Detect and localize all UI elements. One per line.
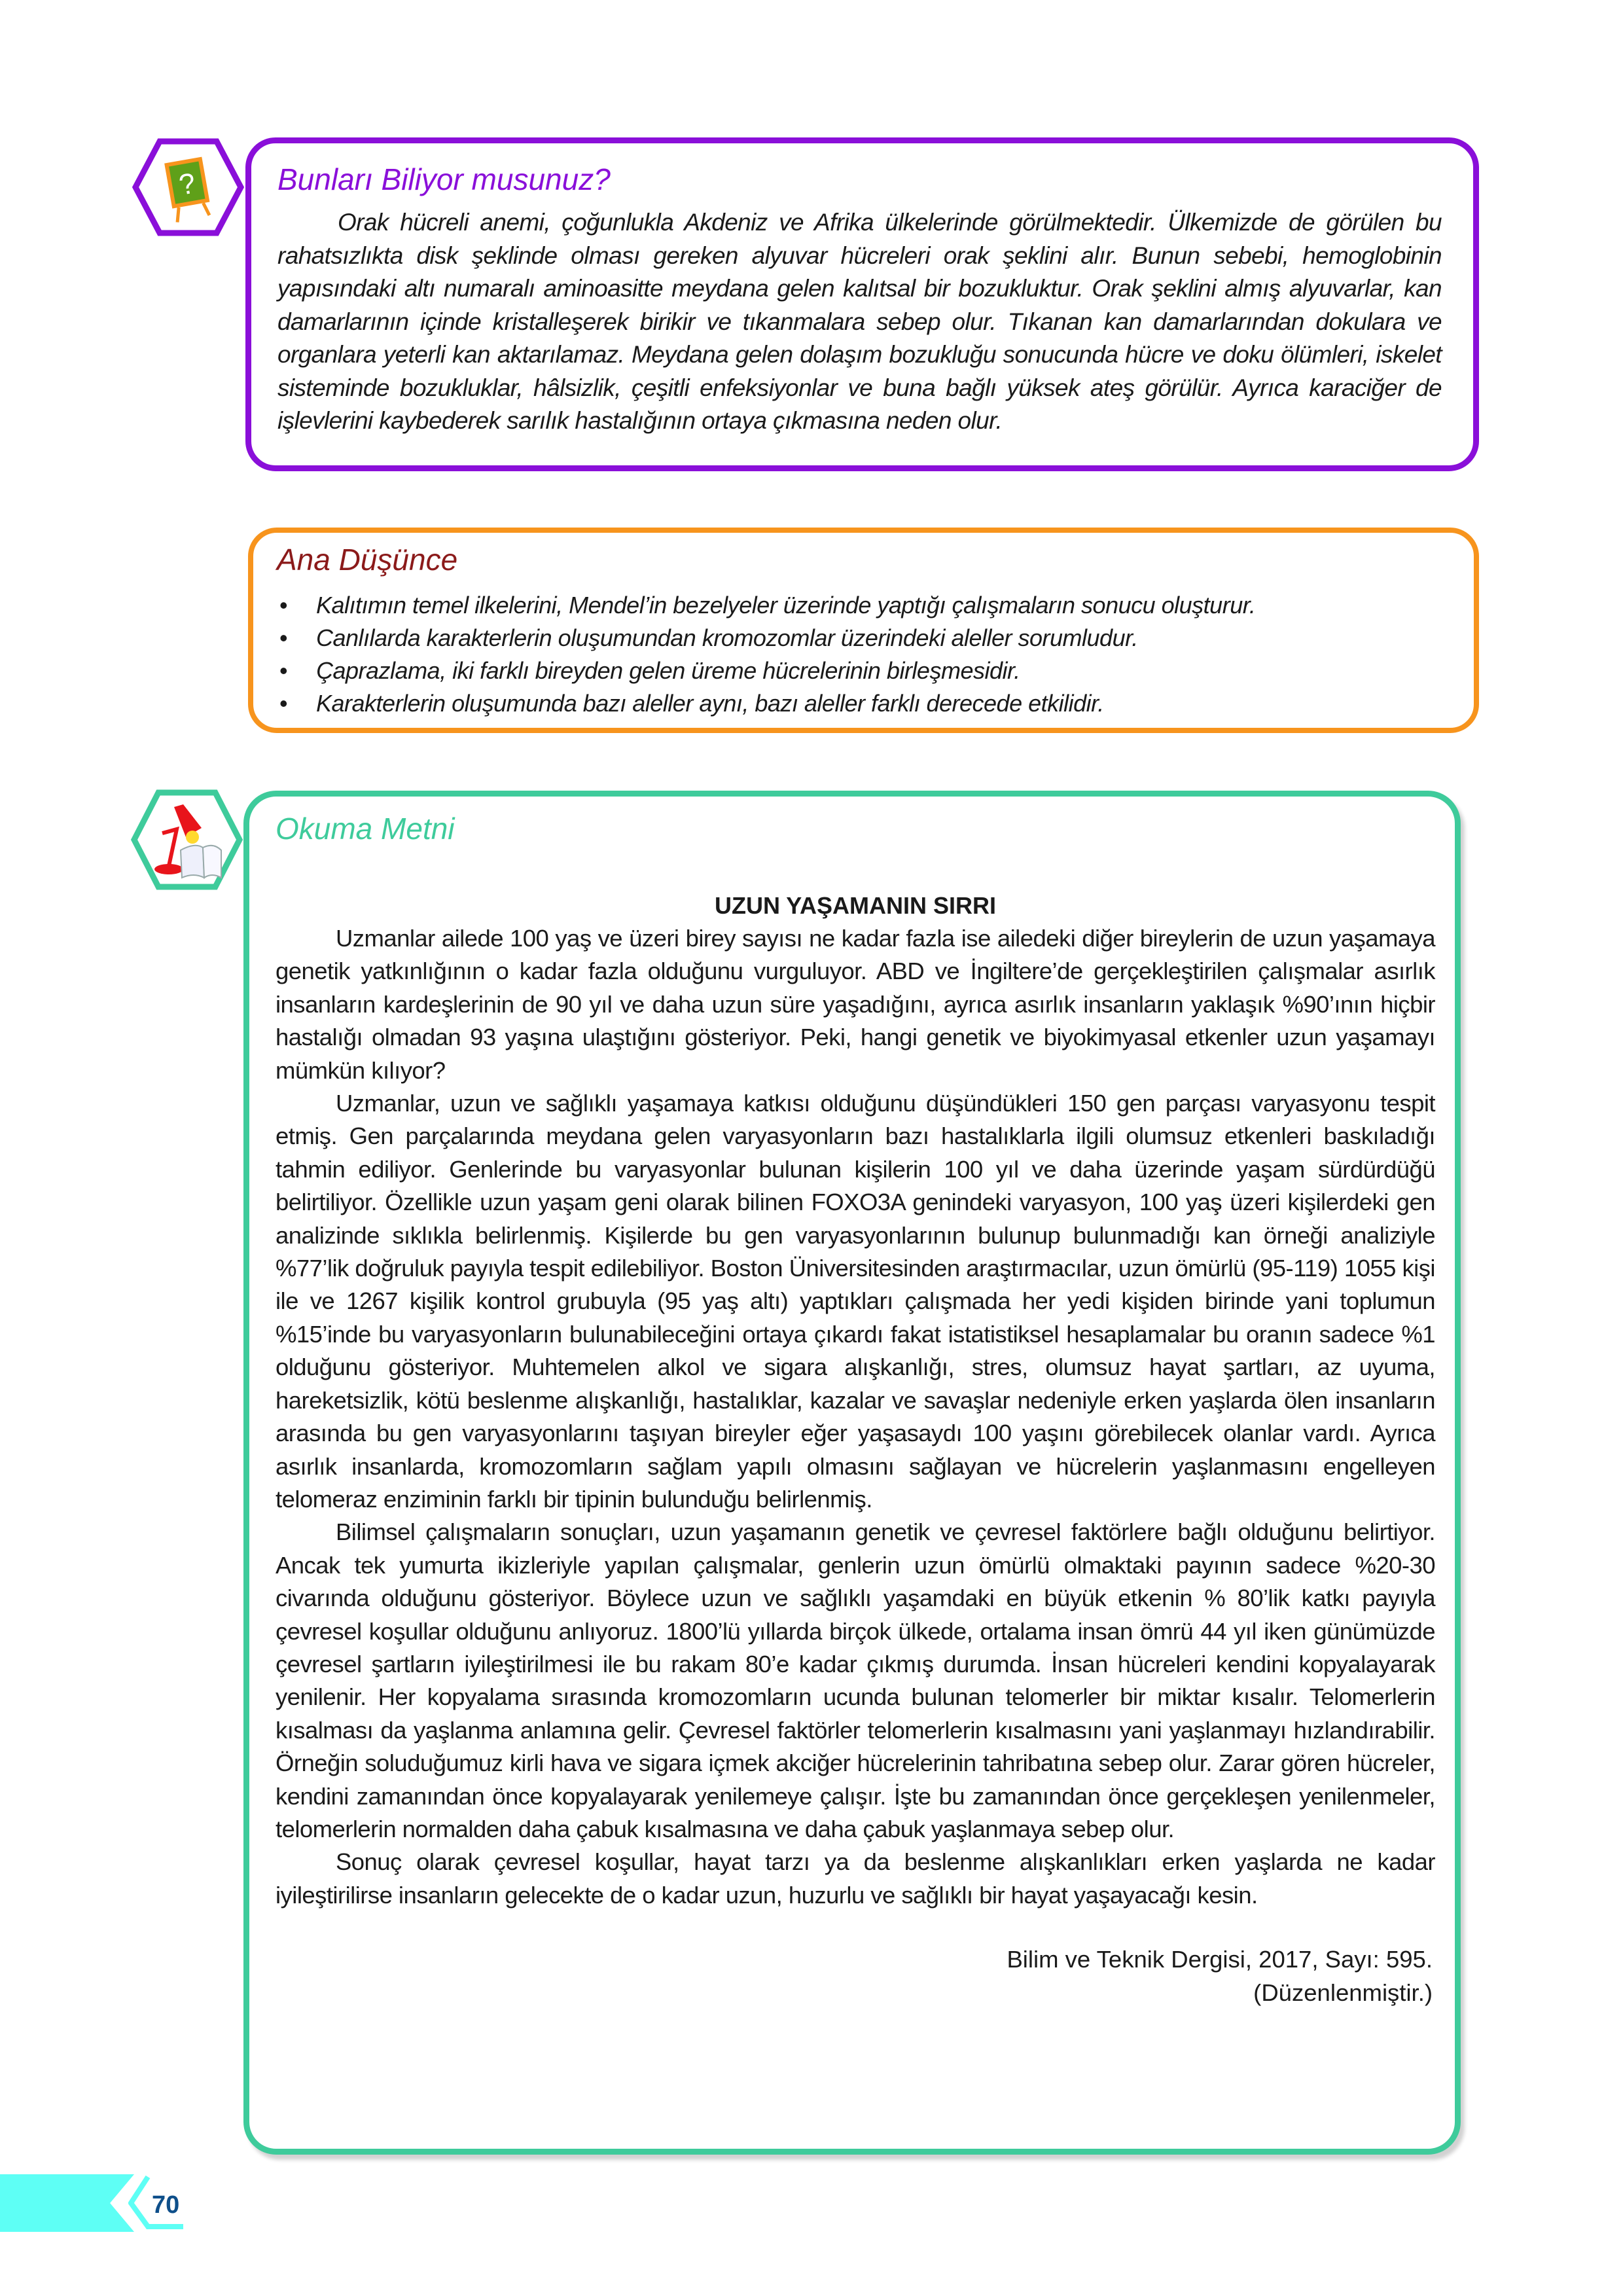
- desk-lamp-book-icon: [130, 787, 244, 892]
- source-edited-note: (Düzenlenmiştir.): [1253, 1979, 1433, 2006]
- page-number: 70: [152, 2191, 180, 2219]
- info-box: [245, 137, 1479, 471]
- main-idea-item: • Karakterlerin oluşumunda bazı aleller aynı, bazı aleller farklı derecede etkilidir.: [316, 687, 1442, 720]
- footer-band: [0, 2174, 134, 2232]
- info-box-title: Bunları Biliyor musunuz?: [277, 162, 611, 196]
- article-source: [276, 1943, 1435, 2009]
- info-box-text: Orak hücreli anemi, çoğunlukla Akdeniz ve Afrika ülkelerinde görülmektedir. Ülkemizde de görülen bu rahatsızlıkta disk şeklinde olması gereken alyuvar hücreleri orak şeklini alır. Bunun sebebi, hemoglobinin yapısındaki altı numaralı aminoasitte meydana gelen kalıtsal bir bozukluktur. Orak şeklini almış alyuvarlar, kan damarlarının içinde kristalleşerek birikir ve tıkanmalara sebep olur. Tıkanan kan damarlarından dokulara ve organlara yeterli kan aktarılamaz. Meydana gelen dolaşım bozukluğu sonucunda hücre ve doku ölümleri, iskelet sisteminde bozukluklar, hâlsizlik, çeşitli enfeksiyonlar ve buna bağlı yüksek ateş görülür. Ayrıca karaciğer de işlevlerini kaybederek sarılık hastalığının ortaya çıkmasına neden olur.: [277, 209, 1442, 434]
- main-idea-item: • Canlılarda karakterlerin oluşumundan kromozomlar üzerindeki aleller sorumludur.: [316, 622, 1442, 655]
- article-paragraph: Uzmanlar ailede 100 yaş ve üzeri birey sayısı ne kadar fazla ise ailedeki diğer bireylerin de uzun yaşamaya genetik yatkınlığının o kadar fazla olduğunu vurguluyor. ABD ve İngiltere’de gerçekleştirilen çalışmalar asırlık insanların kardeşlerinin de 90 yıl ve daha uzun süre yaşadığını, ayrıca asırlık insanların yaklaşık %90’ının hiçbir hastalığı olmadan 93 yaşına ulaştığını gösteriyor. Peki, hangi genetik ve biyokimyasal etkenler uzun yaşamayı mümkün kılıyor?: [276, 925, 1435, 1084]
- main-idea-item: • Kalıtımın temel ilkelerini, Mendel’in bezelyeler üzerinde yaptığı çalışmaların sonucu oluşturur.: [316, 589, 1442, 622]
- article-paragraph: Sonuç olarak çevresel koşullar, hayat tarzı ya da beslenme alışkanlıkları erken yaşlarda ne kadar iyileştirilirse insanların gelecekte de o kadar uzun, huzurlu ve sağlıklı bir hayat yaşayacağı kesin.: [276, 1848, 1435, 1909]
- article-paragraph: Uzmanlar, uzun ve sağlıklı yaşamaya katkısı olduğunu düşündükleri 150 gen parçası varyasyonu tespit etmiş. Gen parçalarında meydana gelen varyasyonların bazı hastalıklarla ilgili olumsuz etkenleri baskıladığı tahmin ediliyor. Genlerinde bu varyasyonlar bulunan kişilerin 100 yıl ve daha üzerinde yaşam sürdürdüğü belirtiliyor. Özellikle uzun yaşam geni olarak bilinen FOXO3A genindeki varyasyon, 100 yaş üzeri kişilerdeki gen analizinde sıklıkla belirlenmiş. Kişilerde bu gen varyasyonlarının bulunup bulunmadığı kan örneği analiziyle %77’lik doğruluk payıyla tespit edilebiliyor. Boston Üniversitesinden araştırmacılar, uzun ömürlü (95-119) 1055 kişi ile ve 1267 kişilik kontrol grubuyla (95 yaş altı) yaptıkları çalışmada her yedi kişiden birinde yani toplumun %15’inde bu varyasyonların bulunabileceğini ortaya çıkardı fakat istatistiksel hesaplamalar bu oranın sadece %1 olduğunu gösteriyor. Muhtemelen alkol ve sigara alışkanlığı, stres, olumsuz hayat şartları, az uyuma, hareketsizlik, kötü beslenme alışkanlığı, hastalıklar, kazalar ve savaşlar nedeniyle erken yaşlarda ölen insanların arasında bu gen varyasyonlarını taşıyan bireyler eğer yaşasaydı 100 yaşını görebilecek olanlar vardı. Ayrıca asırlık insanlarda, kromozomların sağlam yapılı olmasını sağlayan ve hücrelerin yaşlanmasını engelleyen telomeraz enziminin farklı bir tipinin bulunduğu belirlenmiş.: [276, 1090, 1435, 1513]
- reading-box-title: Okuma Metni: [276, 812, 455, 846]
- reading-box: [243, 791, 1461, 2155]
- main-idea-title: Ana Düşünce: [277, 543, 458, 577]
- source-citation: Bilim ve Teknik Dergisi, 2017, Sayı: 595.: [1007, 1946, 1433, 1973]
- main-idea-box: [248, 528, 1479, 733]
- main-idea-item: • Çaprazlama, iki farklı bireyden gelen üreme hücrelerinin birleşmesidir.: [316, 655, 1442, 687]
- svg-text:?: ?: [176, 167, 198, 202]
- article-title: UZUN YAŞAMANIN SIRRI: [714, 892, 997, 919]
- chalkboard-question-icon: [131, 137, 245, 237]
- main-idea-list: [277, 589, 1442, 720]
- article-paragraph: Bilimsel çalışmaların sonuçları, uzun yaşamanın genetik ve çevresel faktörlere bağlı olduğunu belirtiyor. Ancak tek yumurta ikizleriyle yapılan çalışmalar, genlerin uzun ömürlü olmaktaki payının sadece %20-30 civarında olduğunu gösteriyor. Böylece uzun ve sağlıklı yaşamdaki en büyük etkenin % 80’lik katkı payıyla çevresel koşullar olduğunu anlıyoruz. 1800’lü yıllarda birçok ülkede, ortalama insan ömrü 44 yıl iken günümüzde çevresel şartların iyileştirilmesi ile bu rakam 80’e kadar çıkmış durumda. İnsan hücreleri kendini kopyalayarak yenilenir. Her kopyalama sırasında kromozomların ucunda bulunan telomerler bir miktar kısalır. Telomerlerin kısalması da yaşlanma anlamına gelir. Çevresel faktörler telomerlerin kısalmasını yani yaşlanmayı hızlandırabilir. Örneğin soluduğumuz kirli hava ve sigara içmek akciğer hücrelerinin tahribatına sebep olur. Zarar gören hücreler, kendini zamanından önce kopyalayarak yenilemeye çalışır. İşte bu zamanından önce gerçekleşen yenilenmeler, telomerlerin normalden daha çabuk kısalmasına ve daha çabuk yaşlanmaya sebep olur.: [276, 1518, 1435, 1842]
